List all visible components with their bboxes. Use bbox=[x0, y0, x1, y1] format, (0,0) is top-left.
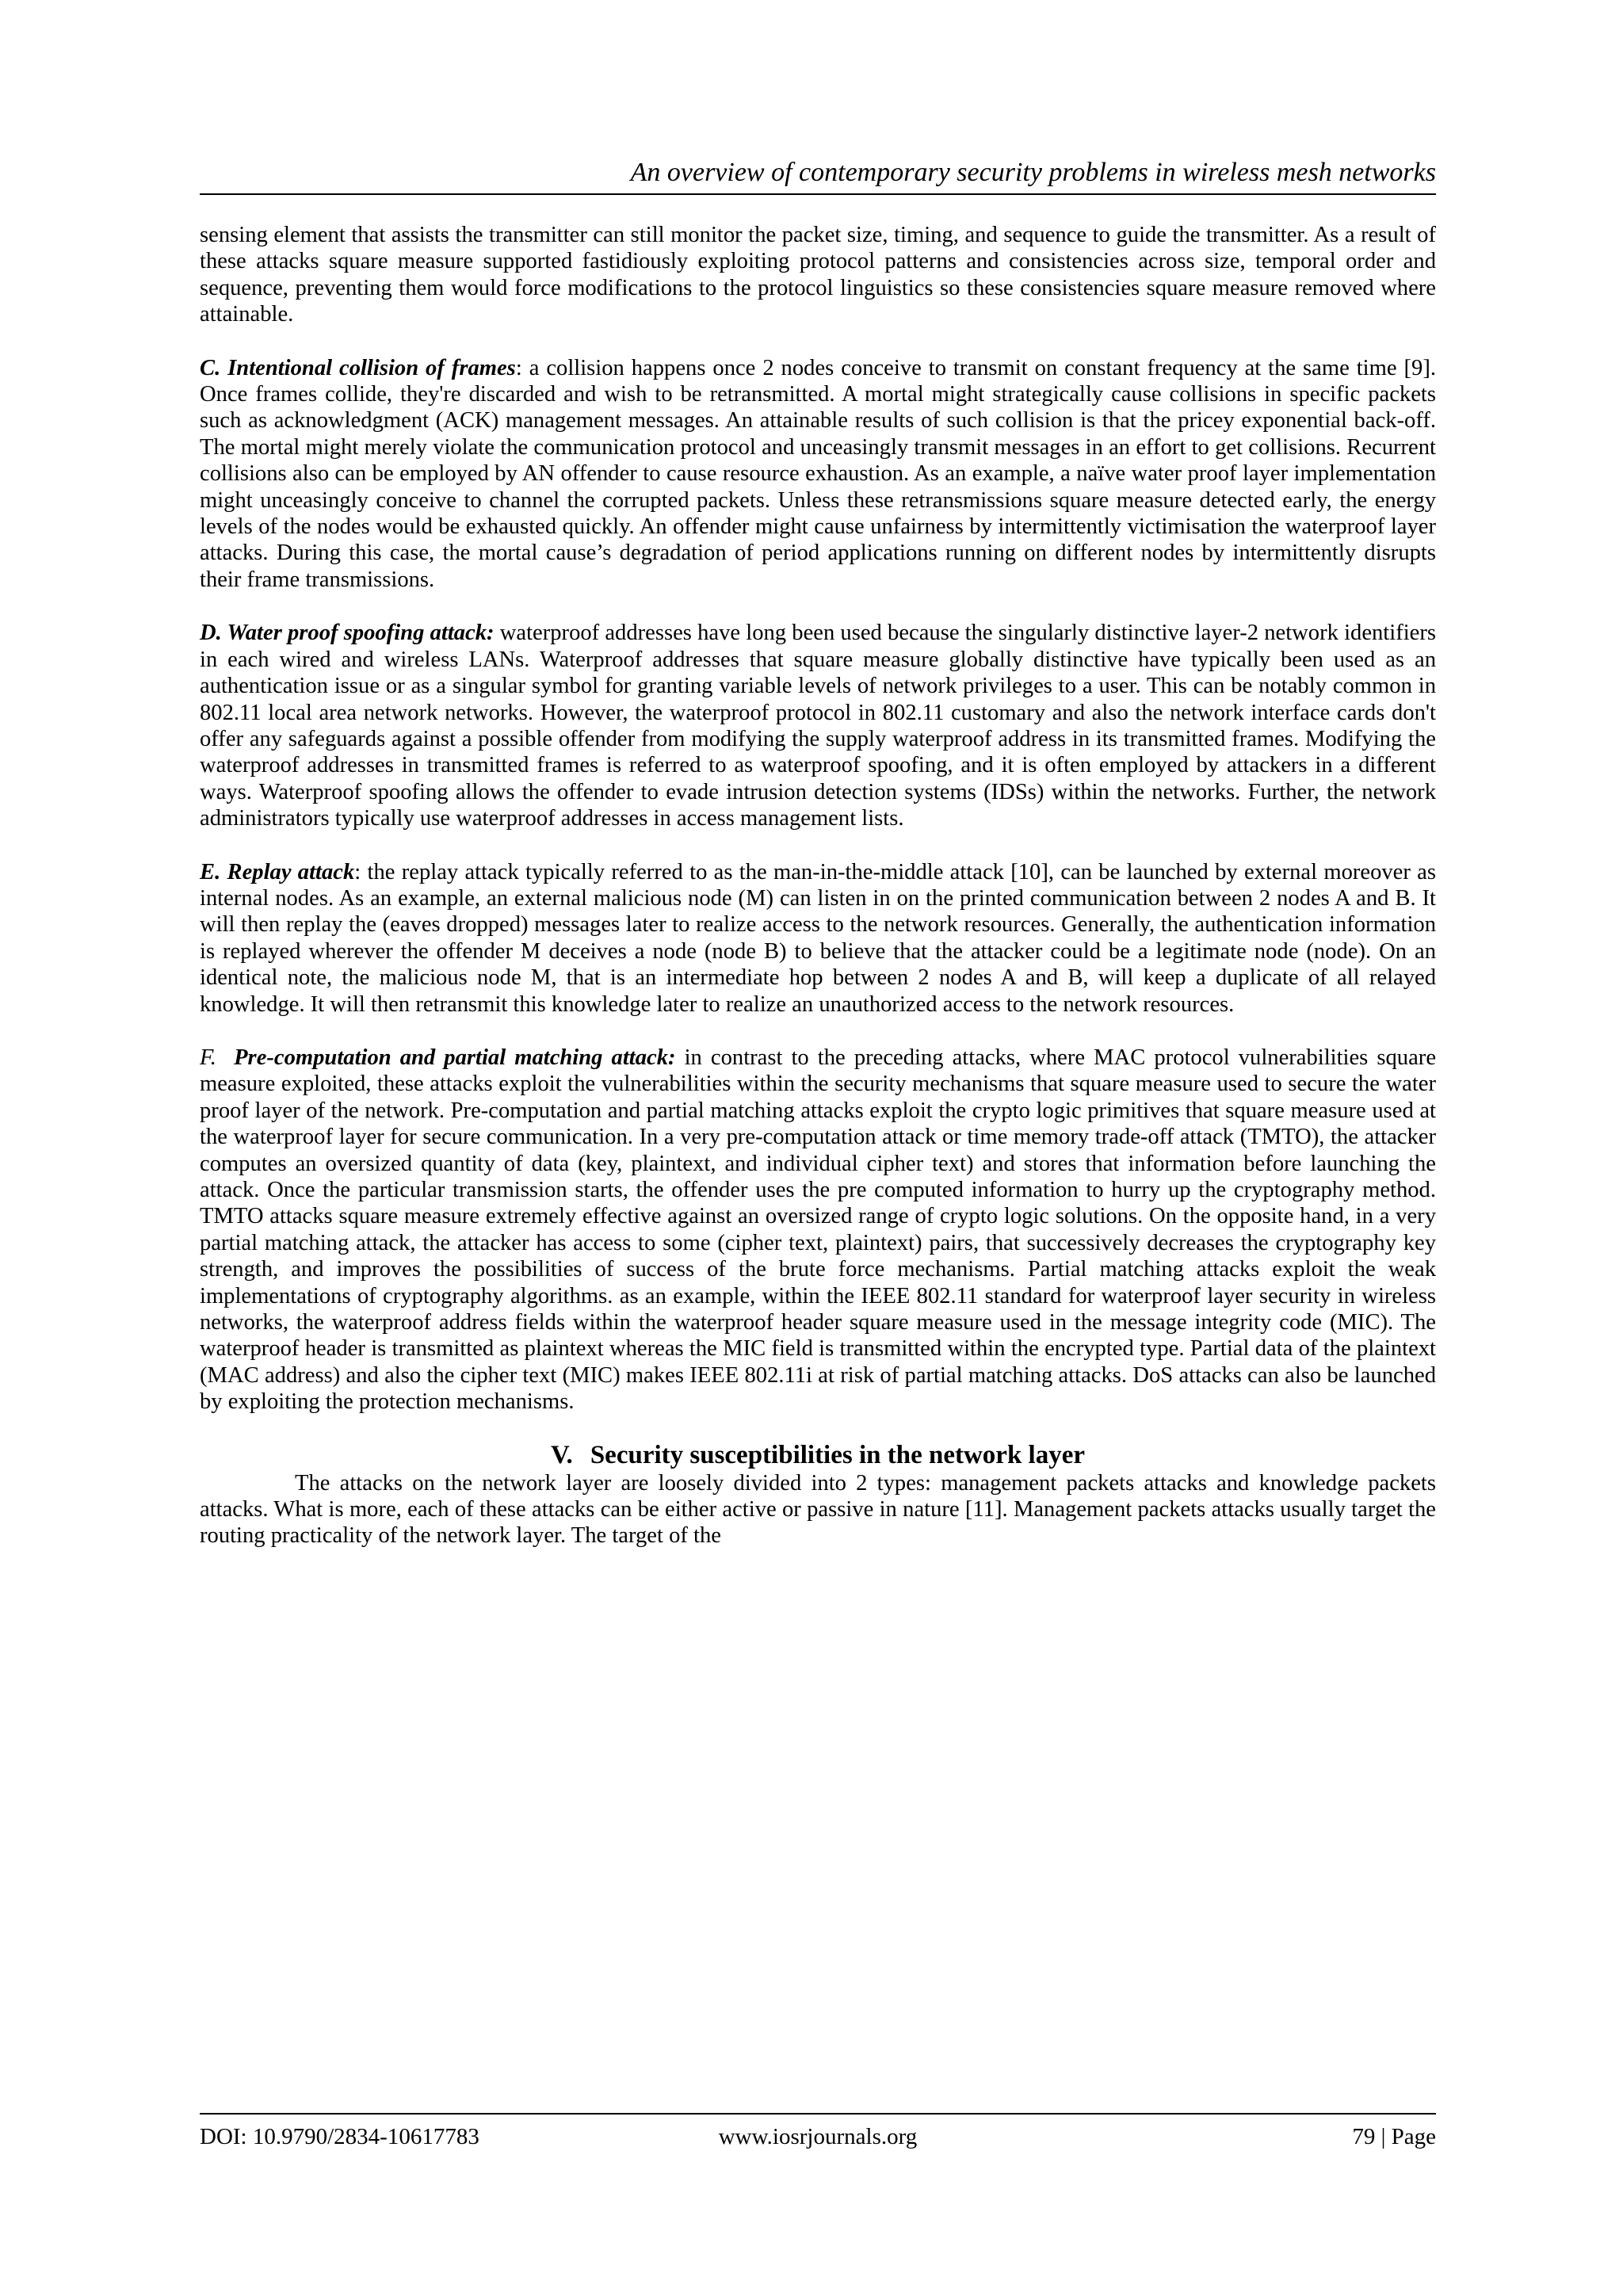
section-title: Security susceptibilities in the network layer bbox=[590, 1440, 1086, 1469]
subsection-heading-e: E. Replay attack bbox=[200, 859, 355, 884]
footer-doi: DOI: 10.9790/2834-10617783 bbox=[200, 2124, 479, 2149]
paragraph-continuation: sensing element that assists the transmitter can still monitor the packet size, timing, and sequence to guide the transmitter. As a result of these attacks square measure supported fastidiously exploiting protocol patterns and consistencies across size, temporal order and sequence, preventing them would force modifications to the protocol linguistics so these consistencies square measure removed where attainable. bbox=[200, 223, 1436, 327]
paper-page bbox=[200, 0, 1436, 2296]
paragraph-text-e: : the replay attack typically referred to as the man-in-the-middle attack [10], can be launched by external moreover as internal nodes. As an example, an external malicious node (M) can listen in on the printed communication between 2 nodes A and B. It will then replay the (eaves dropped) messages later to realize access to the network resources. Generally, the authentication information is replayed wherever the offender M deceives a node (node B) to believe that the attacker could be a legitimate node (node). On an identical note, the malicious node M, that is an intermediate hop between 2 nodes A and B, will keep a duplicate of all relayed knowledge. It will then retransmit this knowledge later to realize an unauthorized access to the network resources. bbox=[200, 859, 1436, 1017]
subsection-letter-f: F. bbox=[200, 1045, 216, 1070]
paragraph-replay-attack bbox=[200, 859, 1436, 1018]
page-footer bbox=[200, 2121, 1436, 2153]
footer-divider bbox=[200, 2113, 1436, 2115]
paragraph-intentional-collision bbox=[200, 355, 1436, 594]
footer-website: www.iosrjournals.org bbox=[718, 2124, 918, 2149]
section-number: V. bbox=[550, 1440, 573, 1469]
subsection-heading-f: Pre-computation and partial matching attack: bbox=[234, 1045, 676, 1070]
paragraph-text-d: waterproof addresses have long been used because the singularly distinctive layer-2 network identifiers in each wired and wireless LANs. Waterproof addresses that square measure globally distinctive have typically been used as an authentication issue or as a singular symbol for granting variable levels of network privileges to a user. This can be notably common in 802.11 local area network networks. However, the waterproof protocol in 802.11 customary and also the network interface cards don't offer any safeguards against a possible offender from modifying the supply waterproof address in its transmitted frames. Modifying the waterproof addresses in transmitted frames is referred to as waterproof spoofing, and it is often employed by attackers in a different ways. Waterproof spoofing allows the offender to evade intrusion detection systems (IDSs) within the networks. Further, the network administrators typically use waterproof addresses in access management lists. bbox=[200, 621, 1436, 831]
paragraph-text-c: : a collision happens once 2 nodes conceive to transmit on constant frequency at the same time [9]. Once frames collide, they're discarded and wish to be retransmitted. A mortal might strategically cause collisions in specific packets such as acknowledgment (ACK) management messages. An attainable results of such collision is that the pricey exponential back-off. The mortal might merely violate the communication protocol and unceasingly transmit messages in an effort to get collisions. Recurrent collisions also can be employed by AN offender to cause resource exhaustion. As an example, a naïve water proof layer implementation might unceasingly conceive to channel the corrupted packets. Unless these retransmissions square measure detected early, the energy levels of the nodes would be exhausted quickly. An offender might cause unfairness by intermittently victimisation the waterproof layer attacks. During this case, the mortal cause’s degradation of period applications running on different nodes by intermittently disrupts their frame transmissions. bbox=[200, 355, 1436, 592]
header-divider bbox=[200, 193, 1436, 195]
subsection-heading-c: C. Intentional collision of frames bbox=[200, 355, 516, 380]
footer-page-number: 79 | Page bbox=[1352, 2124, 1436, 2149]
subsection-heading-d: D. Water proof spoofing attack: bbox=[200, 621, 495, 646]
running-title: An overview of contemporary security problems in wireless mesh networks bbox=[630, 158, 1436, 187]
paragraph-text-f: in contrast to the preceding attacks, where MAC protocol vulnerabilities square measure exploited, these attacks exploit the vulnerabilities within the security mechanisms that square measure used to secure the water proof layer of the network. Pre-computation and partial matching attacks exploit the crypto logic primitives that square measure used at the waterproof layer for secure communication. In a very pre-computation attack or time memory trade-off attack (TMTO), the attacker computes an oversized quantity of data (key, plaintext, and individual cipher text) and stores that information before launching the attack. Once the particular transmission starts, the offender uses the pre computed information to hurry up the cryptography method. TMTO attacks square measure extremely effective against an oversized range of crypto logic solutions. On the opposite hand, in a very partial matching attack, the attacker has access to some (cipher text, plaintext) pairs, that successively decreases the cryptography key strength, and improves the possibilities of success of the brute force mechanisms. Partial matching attacks exploit the weak implementations of cryptography algorithms. as an example, within the IEEE 802.11 standard for waterproof layer security in wireless networks, the waterproof address fields within the waterproof header square measure used in the message integrity code (MIC). The waterproof header is transmitted as plaintext whereas the MIC field is transmitted within the encrypted type. Partial data of the plaintext (MAC address) and also the cipher text (MIC) makes IEEE 802.11i at risk of partial matching attacks. DoS attacks can also be launched by exploiting the protection mechanisms. bbox=[200, 1045, 1437, 1415]
paragraph-waterproof-spoofing bbox=[200, 620, 1436, 831]
paragraph-precomputation bbox=[200, 1045, 1436, 1415]
paragraph-network-layer: The attacks on the network layer are loosely divided into 2 types: management packets attacks and knowledge packets attacks. What is more, each of these attacks can be either active or passive in nature [11]. Management packets attacks usually target the routing practicality of the network layer. The target of the bbox=[200, 1470, 1436, 1549]
section-heading bbox=[200, 1440, 1436, 1470]
body-text bbox=[200, 222, 1436, 1549]
